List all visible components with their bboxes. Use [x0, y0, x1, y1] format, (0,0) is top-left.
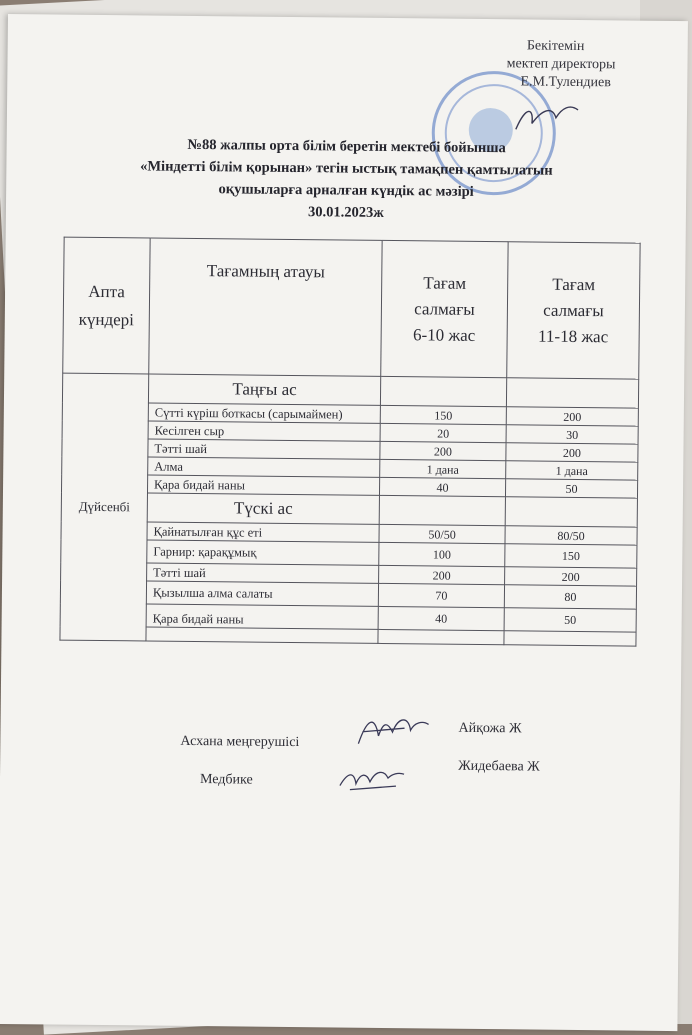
dish-name: Қара бидай наны: [147, 475, 379, 495]
dish-name: Қызылша алма салаты: [146, 581, 378, 606]
nurse-role: Медбике: [199, 772, 253, 788]
weight-6-10: 70: [378, 583, 504, 607]
weight-6-10: 200: [379, 565, 505, 584]
weight-11-18: 200: [506, 407, 638, 426]
header-dish-name: [149, 238, 382, 376]
dish-name: Гарнир: қарақұмық: [147, 540, 379, 565]
weight-6-10: 100: [379, 542, 505, 566]
header-weight-b-line-1: Тағам: [552, 274, 596, 294]
header-weekday-line-1: Апта: [88, 281, 125, 301]
weight-6-10: 50/50: [379, 524, 505, 543]
empty-cell: [506, 378, 638, 408]
title-line-1: №88 жалпы орта білім беретін мектебі бойынша: [187, 136, 506, 157]
title-date: 30.01.2023ж: [307, 204, 384, 221]
weekday-cell: Дүйсенбі: [60, 373, 149, 641]
weight-11-18: 150: [505, 544, 637, 568]
empty-cell: [146, 627, 378, 643]
weight-11-18: 200: [505, 567, 637, 586]
cook-role: Асхана меңгерушісі: [180, 733, 300, 751]
meal-label-breakfast: Таңғы ас: [148, 374, 380, 405]
weight-6-10: 20: [380, 423, 506, 442]
header-dish-name-text: Тағамның атауы: [206, 261, 325, 282]
header-weight-a-line-3: 6-10 жас: [412, 324, 476, 345]
dish-name: Тәтті шай: [147, 563, 379, 583]
header-weight-a-line-2: салмағы: [414, 298, 475, 319]
dish-name: Қайнатылған құс еті: [147, 522, 379, 542]
weight-11-18: 50: [505, 479, 637, 498]
approval-line-3: Е.М.Тулендиев: [520, 74, 611, 91]
weight-11-18: 1 дана: [506, 461, 638, 480]
approval-block: [506, 37, 615, 92]
header-weight-b-line-3: 11-18 жас: [537, 326, 609, 346]
header-weight-a-line-1: Тағам: [423, 272, 467, 293]
empty-cell: [504, 631, 636, 646]
menu-table: [59, 237, 640, 647]
dish-name: Алма: [148, 457, 380, 477]
menu-document: [0, 14, 688, 1031]
header-weight-6-10: [381, 240, 508, 377]
approval-line-1: Бекітемін: [526, 38, 585, 55]
table-header-row: [63, 237, 640, 379]
title-line-3: оқушыларға арналған күндік ас мәзірі: [218, 181, 474, 200]
dish-name: Сүтті күріш боткасы (сарымаймен): [148, 403, 380, 423]
empty-cell: [505, 497, 637, 527]
header-weekday: [63, 237, 150, 374]
empty-cell: [380, 376, 506, 406]
dish-name: Қара бидай наны: [146, 604, 378, 629]
weight-11-18: 30: [506, 425, 638, 444]
approval-line-2: мектеп директоры: [506, 56, 616, 73]
header-weight-b-line-2: салмағы: [543, 300, 604, 320]
cook-signature-icon: [352, 710, 432, 751]
weight-11-18: 200: [506, 443, 638, 462]
weight-6-10: 40: [378, 606, 504, 630]
dish-name: Кесілген сыр: [148, 421, 380, 441]
weight-11-18: 50: [504, 608, 636, 632]
meal-label-lunch: Түскі ас: [147, 493, 379, 524]
empty-cell: [378, 629, 504, 644]
weight-6-10: 150: [380, 405, 506, 424]
header-weekday-line-2: күндері: [78, 309, 135, 329]
weight-6-10: 40: [379, 477, 505, 496]
weight-6-10: 200: [380, 441, 506, 460]
nurse-signature-icon: [336, 763, 408, 796]
weight-6-10: 1 дана: [380, 459, 506, 478]
director-signature-icon: [512, 99, 582, 136]
dish-name: Тәтті шай: [148, 439, 380, 459]
weight-11-18: 80/50: [505, 526, 637, 545]
header-weight-11-18: [507, 242, 640, 379]
document-title: [66, 133, 627, 227]
empty-cell: [379, 495, 505, 525]
weight-11-18: 80: [504, 585, 636, 609]
title-line-2: «Міндетті білім қорынан» тегін ыстық тамақпен қамтылатын: [140, 158, 553, 179]
nurse-name: Жидебаева Ж: [458, 758, 540, 775]
cook-name: Айқожа Ж: [458, 720, 522, 737]
